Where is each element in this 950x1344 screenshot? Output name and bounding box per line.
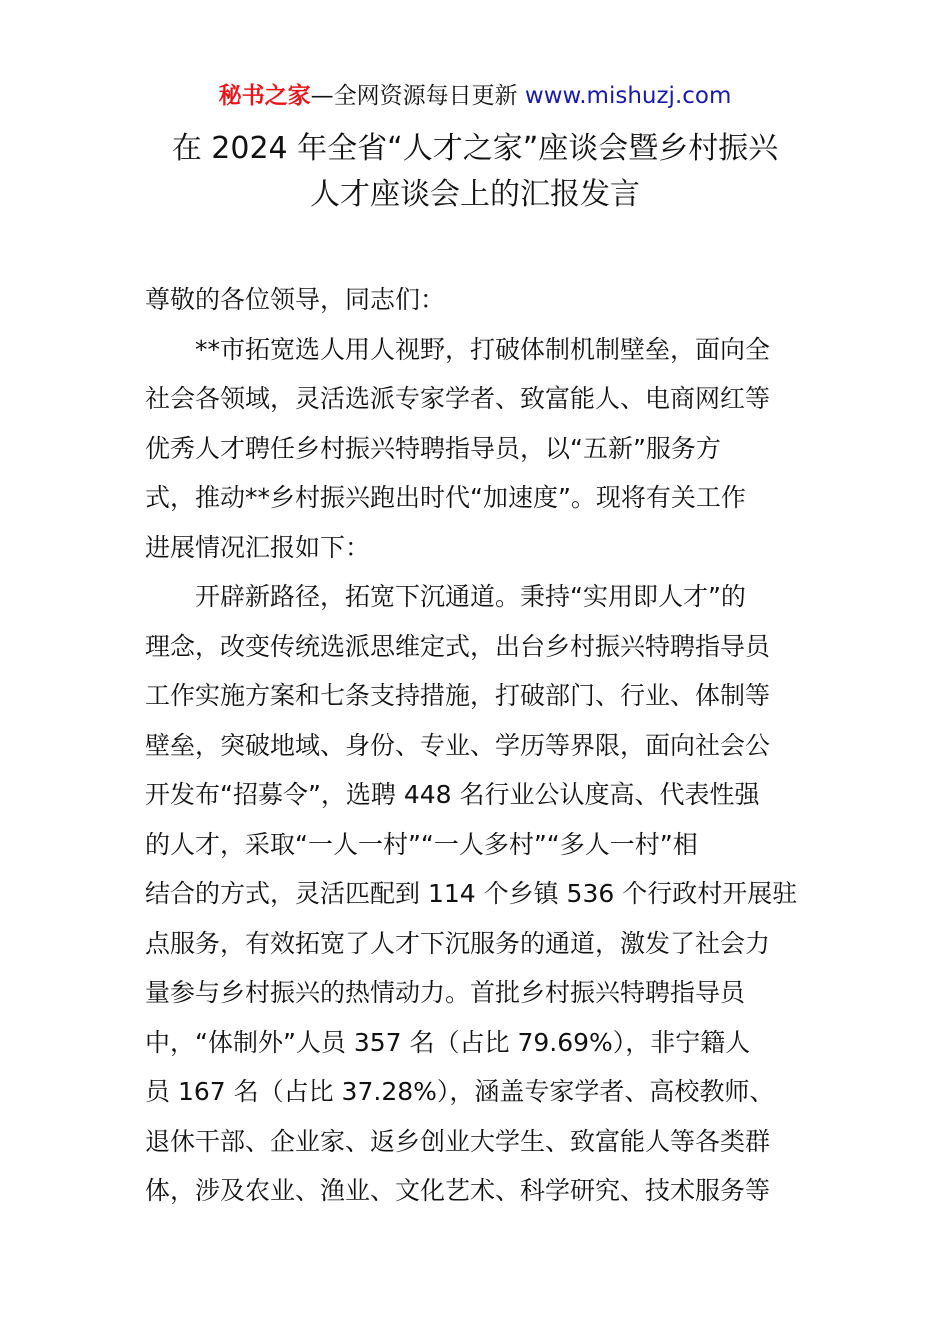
paragraph-2-line: 结合的方式，灵活匹配到 114 个乡镇 536 个行政村开展驻 — [145, 879, 798, 908]
paragraph-2-line: 中，“体制外”人员 357 名（占比 79.69%），非宁籍人 — [145, 1027, 751, 1057]
paragraph-2-line: 员 167 名（占比 37.28%），涵盖专家学者、高校教师、 — [145, 1077, 775, 1106]
title-line-1: 在 2024 年全省“人才之家”座谈会暨乡村振兴 — [171, 131, 779, 166]
paragraph-1-line: 社会各领域，灵活选派专家学者、致富能人、电商网红等 — [145, 384, 771, 413]
title-line-2: 人才座谈会上的汇报发言 — [310, 177, 640, 212]
paragraph-1-line: **市拓宽选人用人视野，打破体制机制壁垒，面向全 — [195, 334, 771, 364]
site-url-link[interactable]: www.mishuzj.com — [524, 83, 732, 109]
site-name: 秘书之家 — [218, 83, 311, 109]
paragraph-2-line: 开发布“招募令”，选聘 448 名行业公认度高、代表性强 — [145, 780, 760, 809]
paragraph-2-line: 点服务，有效拓宽了人才下沉服务的通道，激发了社会力 — [145, 928, 771, 958]
site-header — [0, 80, 950, 112]
document-title — [80, 126, 870, 218]
paragraph-2-line: 量参与乡村振兴的热情动力。首批乡村振兴特聘指导员 — [145, 978, 746, 1007]
paragraph-2-line: 开辟新路径，拓宽下沉通道。秉持“实用即人才”的 — [195, 582, 746, 611]
paragraph-1-line: 进展情况汇报如下： — [145, 532, 371, 562]
paragraph-2-line: 壁垒，突破地域、身份、专业、学历等界限，面向社会公 — [145, 730, 771, 760]
document-body — [145, 275, 815, 1216]
paragraph-2-line: 退休干部、企业家、返乡创业大学生、致富能人等各类群 — [145, 1126, 771, 1156]
paragraph-2-line: 工作实施方案和七条支持措施，打破部门、行业、体制等 — [145, 681, 771, 710]
paragraph-2-line: 体，涉及农业、渔业、文化艺术、科学研究、技术服务等 — [145, 1176, 771, 1205]
site-tagline: —全网资源每日更新 — [310, 83, 525, 109]
paragraph-1-line: 优秀人才聘任乡村振兴特聘指导员，以“五新”服务方 — [145, 433, 721, 463]
paragraph-2-line: 的人才，采取“一人一村”“一人多村”“多人一村”相 — [145, 829, 698, 859]
paragraph-2-line: 理念，改变传统选派思维定式，出台乡村振兴特聘指导员 — [145, 631, 771, 661]
paragraph-1-line: 式，推动**乡村振兴跑出时代“加速度”。现将有关工作 — [145, 483, 746, 512]
salutation: 尊敬的各位领导，同志们： — [145, 285, 446, 314]
